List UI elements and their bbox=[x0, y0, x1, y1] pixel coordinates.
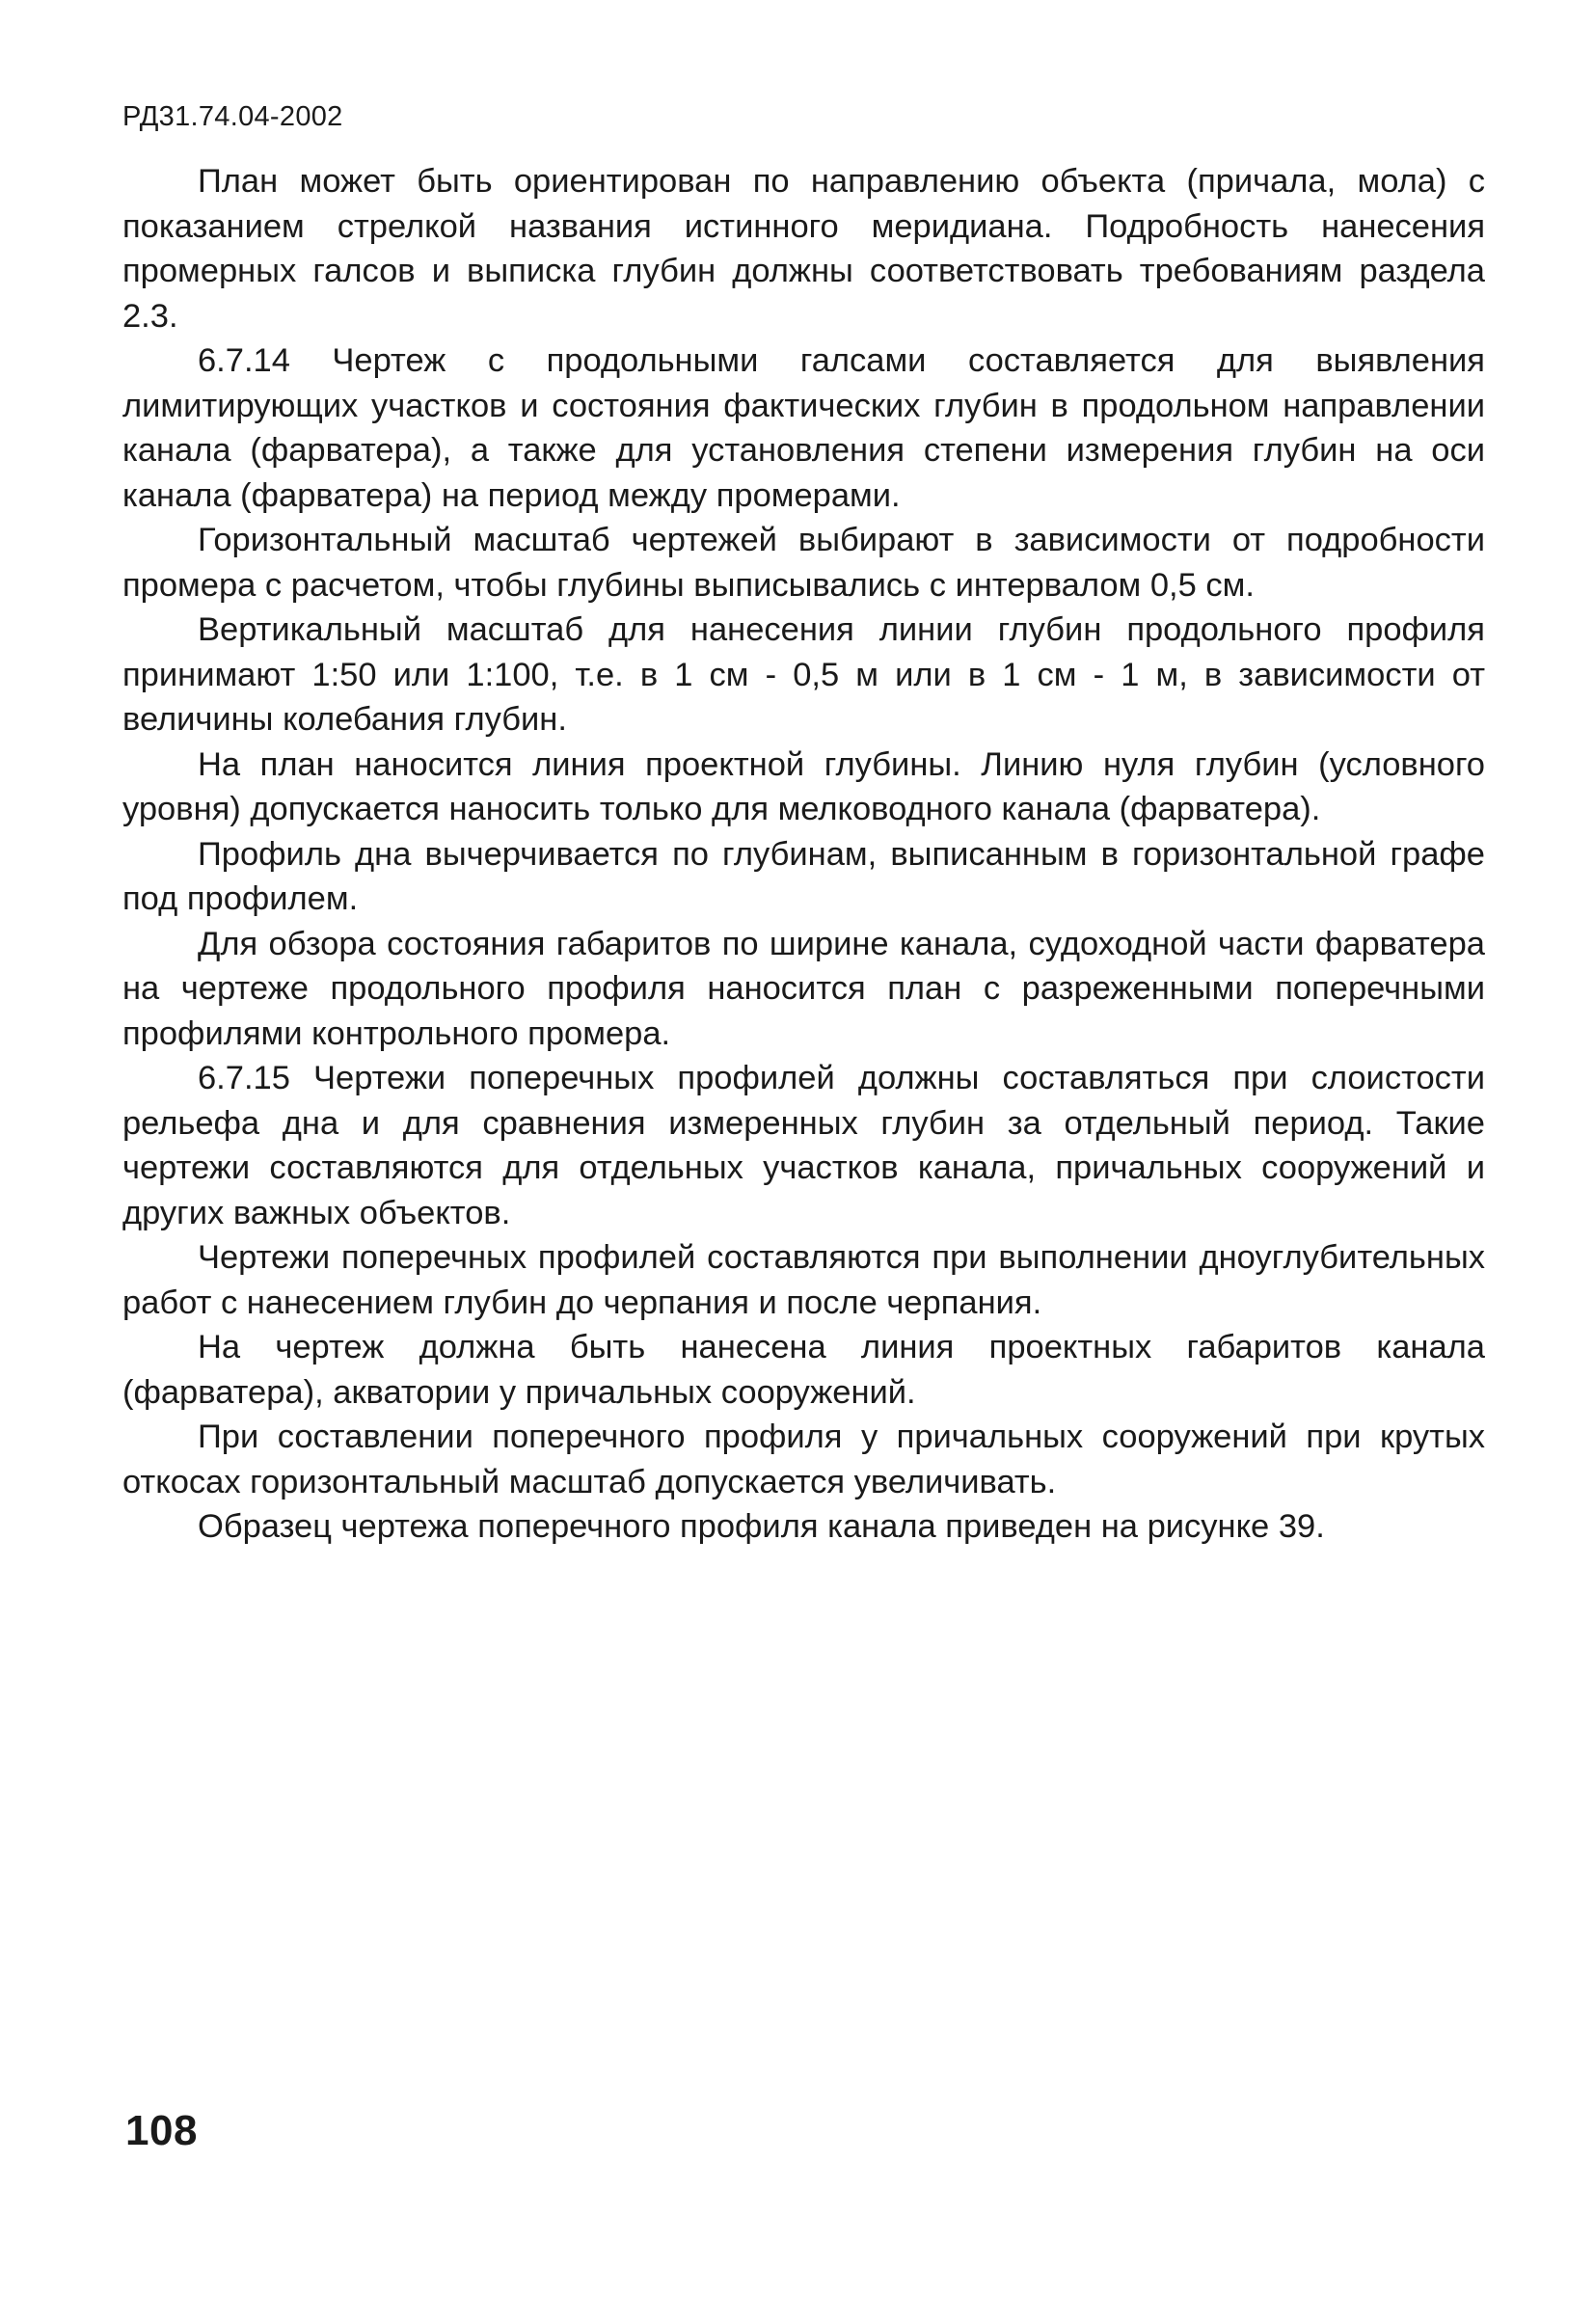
paragraph-vertical-scale: Вертикальный масштаб для нанесения линии глубин продольного профиля принимают 1:50 или 1:100, т.е. в 1 см - 0,5 м или в 1 см - 1 м, в зависимости от величины колебания глубин. bbox=[122, 611, 1485, 738]
paragraph-bottom-profile: Профиль дна вычерчивается по глубинам, выписанным в горизонтальной графе под профилем. bbox=[122, 835, 1485, 917]
paragraph-figure-reference: Образец чертежа поперечного профиля канала приведен на рисунке 39. bbox=[198, 1508, 1325, 1545]
paragraph-horizontal-scale: Горизонтальный масштаб чертежей выбирают в зависимости от подробности промера с расчетом, чтобы глубины выписывались с интервалом 0,5 см. bbox=[122, 522, 1485, 604]
paragraph-dimensions-overview: Для обзора состояния габаритов по ширине канала, судоходной части фарватера на чертеже продольного профиля наносится план с разреженными поперечными профилями контрольного промера. bbox=[122, 925, 1485, 1052]
paragraph-plan-orientation: План может быть ориентирован по направлению объекта (причала, мола) с показанием стрелкой названия истинного меридиана. Подробность нанесения промерных галсов и выписка глубин должны соответствовать требованиям раздела 2.3. bbox=[122, 163, 1485, 335]
paragraph-6-7-15: 6.7.15 Чертежи поперечных профилей должны составляться при слоистости рельефа дна и для сравнения измеренных глубин за отдельный период. Такие чертежи составляются для отдельных участков канала, причальных сооружений и других важных объектов. bbox=[122, 1060, 1485, 1231]
paragraph-6-7-14: 6.7.14 Чертеж с продольными галсами составляется для выявления лимитирующих участков и состояния фактических глубин в продольном направлении канала (фарватера), а также для установления степени измерения глубин на оси канала (фарватера) на период между промерами. bbox=[122, 342, 1485, 514]
paragraph-design-dimensions-line: На чертеж должна быть нанесена линия проектных габаритов канала (фарватера), акватории у причальных сооружений. bbox=[122, 1329, 1485, 1411]
document-code: РД31.74.04-2002 bbox=[122, 101, 343, 132]
paragraph-design-depth-line: На план наносится линия проектной глубины. Линию нуля глубин (условного уровня) допускается наносить только для мелководного канала (фарватера). bbox=[122, 745, 1485, 827]
paragraph-dredging-profiles: Чертежи поперечных профилей составляются при выполнении дноуглубительных работ с нанесением глубин до черпания и после черпания. bbox=[122, 1239, 1485, 1321]
body-text bbox=[122, 159, 1485, 1550]
page-number: 108 bbox=[125, 2107, 198, 2154]
paragraph-horizontal-scale-increase: При составлении поперечного профиля у причальных сооружений при крутых откосах горизонтальный масштаб допускается увеличивать. bbox=[122, 1419, 1485, 1500]
